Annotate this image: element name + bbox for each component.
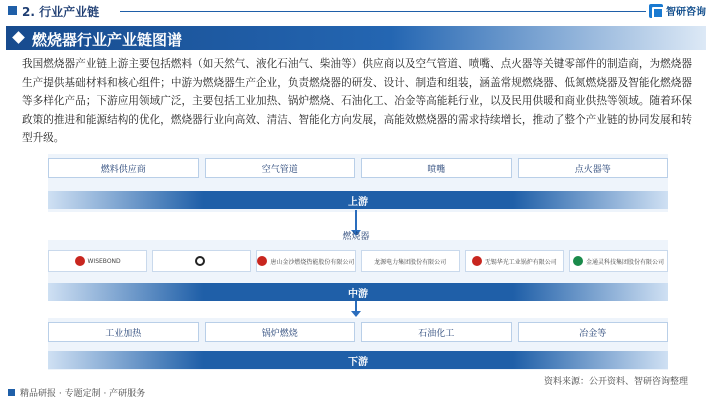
source-note: 资料来源：公开资料、智研咨询整理 (543, 377, 688, 387)
upstream-item: 点火器等 (518, 158, 669, 178)
brand-logo-icon (649, 4, 663, 18)
company-mark-icon (573, 256, 583, 266)
title-bar (6, 26, 706, 50)
intro-paragraph: 我国燃烧器产业链上游主要包括燃料（如天然气、液化石油气、柴油等）供应商以及空气管道、喷嘴、点火器等关键零部件的制造商，为燃烧器生产提供基础材料和核心组件；中游为燃烧器生产企业，负责燃烧器的研发、设计、制造和组装，涵盖常规燃烧器、低氮燃烧器及智能化燃烧器等多样化产品；下游应用领域广泛，主要包括工业加热、锅炉燃烧、石油化工、冶金等高能耗行业，以及民用供暖和商业供热等领域。随着环保政策的推进和能源结构的优化，燃烧器行业向高效、清洁、智能化方向发展，高能效燃烧器的需求持续增长，推动了整个产业链的协同发展和转型升级。 (22, 58, 692, 145)
brand-name: 智研咨询 (666, 7, 706, 18)
company-logo: WISEBOND (48, 250, 147, 272)
upstream-item: 燃料供应商 (48, 158, 199, 178)
upstream-label: 上游 (48, 191, 668, 209)
diamond-icon (12, 31, 25, 44)
company-logo: 唐山金沙燃烧热能股份有限公司 (256, 250, 355, 272)
footer (0, 377, 712, 400)
company-mark-icon (195, 256, 205, 266)
header-rule (120, 11, 646, 12)
downstream-label: 下游 (48, 351, 668, 369)
upstream-item: 喷嘴 (361, 158, 512, 178)
midstream-label: 中游 (48, 283, 668, 301)
company-logo: 金通灵科技集团股份有限公司 (569, 250, 668, 272)
company-logos (48, 250, 668, 272)
downstream-item: 冶金等 (518, 322, 669, 342)
arrow-down-icon (351, 311, 361, 317)
company-mark-icon (75, 256, 85, 266)
footer-marker-icon (8, 389, 15, 396)
company-mark-icon (257, 256, 267, 266)
midstream-sublabel: 燃烧器 (342, 232, 370, 242)
footer-tagline: 精品研报 · 专题定制 · 产研服务 (20, 389, 146, 399)
downstream-item: 石油化工 (361, 322, 512, 342)
upstream-item: 空气管道 (205, 158, 356, 178)
brand-logo (649, 3, 706, 18)
section-marker-icon (8, 6, 17, 15)
upstream-row (48, 158, 668, 178)
downstream-item: 工业加热 (48, 322, 199, 342)
page-title: 燃烧器行业产业链图谱 (32, 31, 183, 49)
downstream-item: 锅炉燃烧 (205, 322, 356, 342)
company-mark-icon (472, 256, 482, 266)
company-logo: 无锡华光工业锅炉有限公司 (465, 250, 564, 272)
section-title: 2. 行业产业链 (22, 5, 100, 19)
company-logo: 龙源电力集团股份有限公司 (361, 250, 460, 272)
downstream-row (48, 322, 668, 342)
top-bar (0, 0, 712, 22)
company-logo (152, 250, 251, 272)
